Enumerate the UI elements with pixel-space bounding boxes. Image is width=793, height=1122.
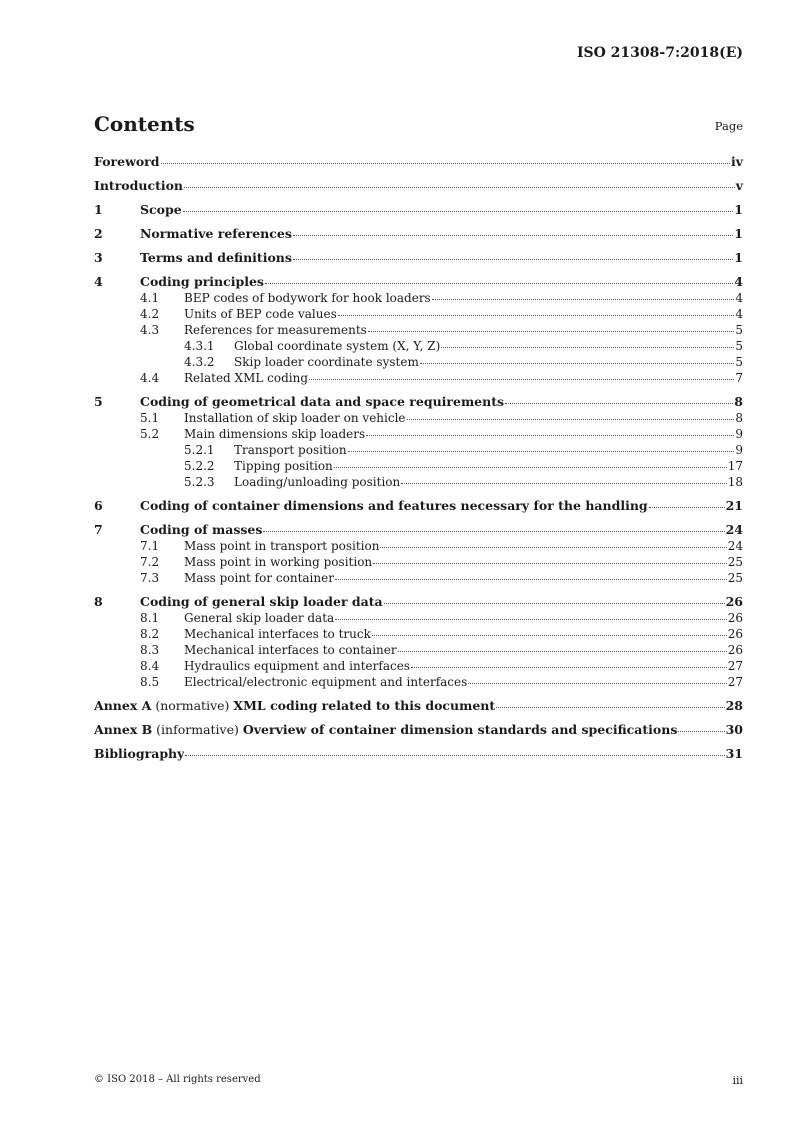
toc-entry-page: 1 bbox=[734, 250, 743, 265]
dot-leader bbox=[496, 706, 724, 708]
toc-entry-title-text: Transport position bbox=[234, 443, 347, 457]
toc-entry-title bbox=[94, 746, 184, 762]
toc-entry-title-text: BEP codes of bodywork for hook loaders bbox=[184, 291, 431, 305]
toc-entry-page: 1 bbox=[734, 226, 743, 241]
toc-entry-title-text: Global coordinate system (X, Y, Z) bbox=[234, 339, 441, 353]
toc-entry[interactable] bbox=[94, 410, 743, 426]
toc-entry-title-text: Skip loader coordinate system bbox=[234, 355, 419, 369]
dot-leader bbox=[411, 666, 727, 668]
toc-entry-number: 8.4 bbox=[140, 659, 160, 673]
toc-entry-title-text: Normative references bbox=[140, 226, 292, 241]
toc-entry-number: 7.3 bbox=[140, 571, 160, 585]
toc-entry-title-text: References for measurements bbox=[184, 323, 367, 337]
toc-entry-title bbox=[184, 538, 379, 554]
toc-entry-title-text: Electrical/electronic equipment and interfaces bbox=[184, 675, 468, 689]
dot-leader bbox=[185, 754, 724, 756]
toc-entry[interactable] bbox=[94, 594, 743, 610]
toc-entry-title-text: Main dimensions skip loaders bbox=[184, 427, 366, 441]
toc-entry-title bbox=[234, 474, 400, 490]
toc-entry-title bbox=[184, 674, 467, 690]
dot-leader bbox=[380, 546, 726, 548]
toc-entry-number: 2 bbox=[94, 226, 103, 241]
dot-leader bbox=[373, 562, 727, 564]
dot-leader bbox=[335, 578, 727, 580]
toc-entry-title-text: Foreword bbox=[94, 154, 160, 169]
toc-entry-title bbox=[234, 354, 419, 370]
toc-entry[interactable] bbox=[94, 642, 743, 658]
toc-entry[interactable] bbox=[94, 538, 743, 554]
toc-entry-page: 9 bbox=[735, 427, 743, 441]
toc-entry-title bbox=[234, 442, 347, 458]
toc-entry-page: 30 bbox=[725, 722, 743, 737]
toc-entry-number: 5.2 bbox=[140, 427, 160, 441]
toc-entry[interactable] bbox=[94, 322, 743, 338]
toc-entry-title-text: Annex A bbox=[94, 698, 152, 713]
toc-entry-title-text: Annex B bbox=[94, 722, 153, 737]
copyright-notice: © ISO 2018 – All rights reserved bbox=[94, 1074, 261, 1085]
dot-leader bbox=[183, 210, 734, 212]
toc-entry-page: 18 bbox=[727, 475, 743, 489]
toc-entry-title-text: Related XML coding bbox=[184, 371, 309, 385]
toc-entry[interactable] bbox=[94, 554, 743, 570]
toc-entry-title-text: Installation of skip loader on vehicle bbox=[184, 411, 406, 425]
toc-entry-page: 25 bbox=[727, 571, 743, 585]
dot-leader bbox=[505, 402, 733, 404]
toc-entry-number: 4.2 bbox=[140, 307, 160, 321]
toc-entry-number: 7.1 bbox=[140, 539, 160, 553]
toc-entry-page: iv bbox=[730, 154, 743, 169]
toc-entry-page: 4 bbox=[735, 291, 743, 305]
dot-leader bbox=[184, 186, 735, 188]
toc-entry-page: 26 bbox=[725, 594, 743, 609]
toc-entry[interactable] bbox=[94, 442, 743, 458]
toc-entry-page: 5 bbox=[735, 323, 743, 337]
toc-entry-page: 1 bbox=[734, 202, 743, 217]
toc-entry-page: 5 bbox=[735, 339, 743, 353]
dot-leader bbox=[309, 378, 734, 380]
toc-entry[interactable] bbox=[94, 658, 743, 674]
toc-entry-page: 27 bbox=[727, 675, 743, 689]
dot-leader bbox=[161, 162, 730, 164]
dot-leader bbox=[263, 530, 724, 532]
toc-entry-title-text: Units of BEP code values bbox=[184, 307, 337, 321]
toc-entry-page: 9 bbox=[735, 443, 743, 457]
toc-entry-number: 5 bbox=[94, 394, 103, 409]
toc-entry-number: 4.3.1 bbox=[184, 339, 215, 353]
toc-entry-title bbox=[140, 394, 504, 410]
toc-entry-number: 3 bbox=[94, 250, 103, 265]
toc-entry-title bbox=[140, 202, 182, 218]
toc-entry-page: 31 bbox=[725, 746, 743, 761]
toc-entry-title bbox=[140, 274, 264, 290]
toc-entry-number: 8.3 bbox=[140, 643, 160, 657]
toc-entry-title-text: Mechanical interfaces to container bbox=[184, 643, 397, 657]
toc-entry-page: 8 bbox=[735, 411, 743, 425]
toc-entry-number: 4.4 bbox=[140, 371, 160, 385]
toc-entry-title bbox=[140, 522, 262, 538]
toc-entry-title bbox=[234, 338, 440, 354]
toc-entry-number: 8.1 bbox=[140, 611, 160, 625]
toc-entry[interactable] bbox=[94, 746, 743, 762]
dot-leader bbox=[384, 602, 725, 604]
toc-entry-title bbox=[184, 554, 372, 570]
toc-entry-title bbox=[184, 426, 365, 442]
dot-leader bbox=[649, 506, 725, 508]
toc-entry[interactable] bbox=[94, 674, 743, 690]
toc-entry-page: 21 bbox=[725, 498, 743, 513]
toc-entry[interactable] bbox=[94, 354, 743, 370]
dot-leader bbox=[293, 258, 733, 260]
toc-entry-number: 7.2 bbox=[140, 555, 160, 569]
toc-entry-title bbox=[184, 410, 406, 426]
toc-entry-annex-title: XML coding related to this document bbox=[233, 698, 496, 713]
toc-entry-title-text: Mass point for container bbox=[184, 571, 334, 585]
toc-entry-number: 4.3 bbox=[140, 323, 160, 337]
toc-entry-annex-type: (informative) bbox=[152, 722, 243, 737]
toc-entry[interactable] bbox=[94, 370, 743, 386]
document-id: ISO 21308-7:2018(E) bbox=[576, 45, 743, 61]
toc-entry-title bbox=[94, 722, 677, 738]
toc-entry-page: 5 bbox=[735, 355, 743, 369]
toc-entry-title-text: Mass point in working position bbox=[184, 555, 373, 569]
toc-entry-page: 24 bbox=[725, 522, 743, 537]
dot-leader bbox=[293, 234, 733, 236]
toc-entry-title bbox=[184, 626, 371, 642]
toc-entry-page: 7 bbox=[735, 371, 743, 385]
toc-entry[interactable] bbox=[94, 570, 743, 586]
toc-entry[interactable] bbox=[94, 610, 743, 626]
toc-entry-title-text: Loading/unloading position bbox=[234, 475, 401, 489]
toc-entry-title bbox=[184, 306, 337, 322]
toc-entry-title bbox=[184, 322, 367, 338]
dot-leader bbox=[398, 650, 727, 652]
toc-entry[interactable] bbox=[94, 250, 743, 266]
toc-entry[interactable] bbox=[94, 626, 743, 642]
toc-entry-page: 27 bbox=[727, 659, 743, 673]
toc-entry-title-text: Terms and definitions bbox=[140, 250, 292, 265]
toc-entry-number: 8 bbox=[94, 594, 103, 609]
table-of-contents bbox=[94, 154, 743, 762]
page-title: Contents bbox=[94, 112, 195, 136]
toc-entry[interactable] bbox=[94, 154, 743, 170]
toc-entry-title bbox=[94, 698, 495, 714]
toc-entry-title-text: Scope bbox=[140, 202, 182, 217]
toc-entry-number: 5.2.2 bbox=[184, 459, 215, 473]
toc-entry-page: 8 bbox=[734, 394, 743, 409]
toc-entry-title bbox=[184, 570, 334, 586]
toc-entry-number: 5.1 bbox=[140, 411, 160, 425]
toc-entry[interactable] bbox=[94, 226, 743, 242]
toc-entry-number: 4.3.2 bbox=[184, 355, 215, 369]
toc-entry-annex-title: Overview of container dimension standards and specifications bbox=[242, 722, 678, 737]
toc-entry-title-text: Mechanical interfaces to truck bbox=[184, 627, 371, 641]
toc-entry[interactable] bbox=[94, 306, 743, 322]
toc-entry-page: 28 bbox=[725, 698, 743, 713]
toc-entry[interactable] bbox=[94, 426, 743, 442]
toc-entry-page: 4 bbox=[734, 274, 743, 289]
dot-leader bbox=[338, 314, 735, 316]
toc-entry[interactable] bbox=[94, 722, 743, 738]
dot-leader bbox=[366, 434, 734, 436]
toc-entry-title-text: Introduction bbox=[94, 178, 184, 193]
toc-entry-number: 6 bbox=[94, 498, 103, 513]
toc-entry-title bbox=[94, 178, 183, 194]
toc-entry-title bbox=[140, 250, 292, 266]
toc-entry-title-text: Tipping position bbox=[234, 459, 333, 473]
page-number: iii bbox=[732, 1074, 743, 1087]
toc-entry-title bbox=[184, 290, 431, 306]
toc-entry-page: 24 bbox=[727, 539, 743, 553]
toc-entry[interactable] bbox=[94, 498, 743, 514]
toc-entry-page: 26 bbox=[727, 627, 743, 641]
toc-entry[interactable] bbox=[94, 522, 743, 538]
dot-leader bbox=[265, 282, 733, 284]
toc-entry-title bbox=[184, 642, 397, 658]
dot-leader bbox=[468, 682, 726, 684]
page-column-label: Page bbox=[714, 119, 743, 133]
toc-entry-title bbox=[184, 610, 334, 626]
dot-leader bbox=[407, 418, 735, 420]
dot-leader bbox=[372, 634, 727, 636]
toc-entry-title bbox=[234, 458, 333, 474]
toc-entry[interactable] bbox=[94, 474, 743, 490]
toc-entry-page: 25 bbox=[727, 555, 743, 569]
toc-entry-title bbox=[140, 226, 292, 242]
toc-entry-page: 26 bbox=[727, 643, 743, 657]
dot-leader bbox=[368, 330, 735, 332]
toc-entry-title bbox=[94, 154, 160, 170]
toc-entry-title-text: Coding of masses bbox=[140, 522, 263, 537]
toc-entry-page: 26 bbox=[727, 611, 743, 625]
toc-entry[interactable] bbox=[94, 290, 743, 306]
dot-leader bbox=[420, 362, 735, 364]
toc-entry[interactable] bbox=[94, 698, 743, 714]
toc-entry[interactable] bbox=[94, 394, 743, 410]
toc-entry-title-text: Hydraulics equipment and interfaces bbox=[184, 659, 410, 673]
toc-entry-title bbox=[140, 498, 648, 514]
dot-leader bbox=[348, 450, 735, 452]
toc-entry[interactable] bbox=[94, 458, 743, 474]
dot-leader bbox=[401, 482, 726, 484]
dot-leader bbox=[678, 730, 724, 732]
toc-entry-number: 8.5 bbox=[140, 675, 160, 689]
toc-entry-number: 4 bbox=[94, 274, 103, 289]
toc-entry-page: 17 bbox=[727, 459, 743, 473]
toc-entry-number: 7 bbox=[94, 522, 103, 537]
toc-entry[interactable] bbox=[94, 274, 743, 290]
toc-entry-page: v bbox=[735, 178, 743, 193]
toc-entry-title-text: Coding principles bbox=[140, 274, 264, 289]
toc-entry[interactable] bbox=[94, 338, 743, 354]
toc-entry-title-text: Coding of container dimensions and features necessary for the handling bbox=[140, 498, 648, 513]
dot-leader bbox=[335, 618, 727, 620]
toc-entry-title-text: Coding of general skip loader data bbox=[140, 594, 383, 609]
dot-leader bbox=[334, 466, 727, 468]
toc-entry[interactable] bbox=[94, 178, 743, 194]
toc-entry-title-text: Coding of geometrical data and space requirements bbox=[140, 394, 505, 409]
toc-entry-title-text: General skip loader data bbox=[184, 611, 335, 625]
toc-entry-number: 4.1 bbox=[140, 291, 160, 305]
toc-entry-number: 8.2 bbox=[140, 627, 160, 641]
toc-entry-annex-type: (normative) bbox=[151, 698, 234, 713]
toc-entry-title bbox=[184, 370, 308, 386]
toc-entry-page: 4 bbox=[735, 307, 743, 321]
toc-entry-title bbox=[140, 594, 383, 610]
toc-entry-number: 5.2.3 bbox=[184, 475, 215, 489]
toc-entry[interactable] bbox=[94, 202, 743, 218]
dot-leader bbox=[441, 346, 734, 348]
toc-entry-title-text: Bibliography bbox=[94, 746, 185, 761]
toc-entry-title-text: Mass point in transport position bbox=[184, 539, 380, 553]
dot-leader bbox=[432, 298, 735, 300]
toc-entry-number: 5.2.1 bbox=[184, 443, 215, 457]
toc-entry-number: 1 bbox=[94, 202, 103, 217]
toc-entry-title bbox=[184, 658, 410, 674]
